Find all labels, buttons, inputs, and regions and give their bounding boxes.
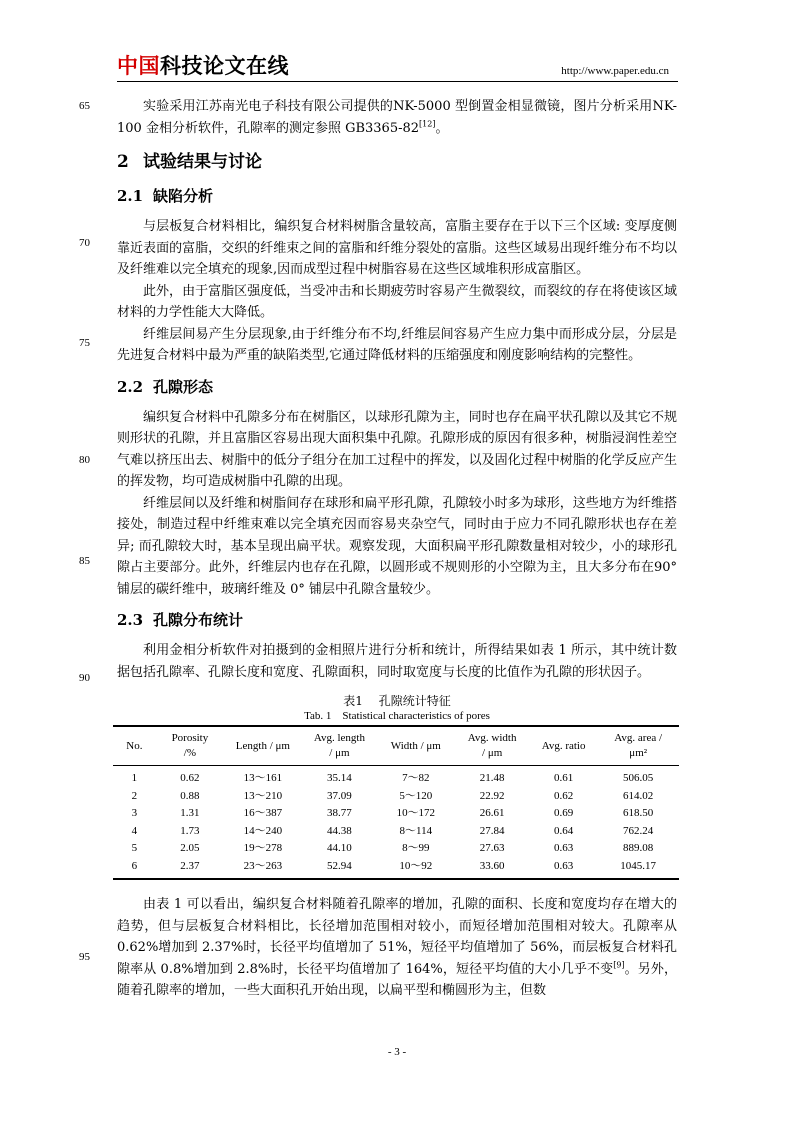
table-cell: 0.62 xyxy=(553,789,574,802)
table-cell: 26.61 xyxy=(479,807,505,819)
header-url[interactable]: http://www.paper.edu.cn xyxy=(561,65,669,77)
line-number: 65 xyxy=(79,100,90,112)
table-cell: 14～240 xyxy=(243,824,283,837)
table-cell: 5～120 xyxy=(399,789,433,802)
table-cell: 889.08 xyxy=(623,842,654,854)
table-cell: 2.37 xyxy=(156,858,224,880)
table-cell: 618.50 xyxy=(623,807,654,819)
paragraph: 纤维层间以及纤维和树脂间存在球形和扁平形孔隙，孔隙较小时多为球形，这些地方为纤维搭接处，制造过程中纤维束难以完全填充因而容易夹杂空气，同时由于应力不同孔隙形状也存在差异; 而孔隙较大时，基本呈现出扁平状。观察发现，大面积扁平形孔隙数量相对较少，小的球形孔隙占主要部分。此外，纤维层内也存在孔隙，以圆形或不规则形的小空隙为主，且大多分布在90° 铺层的碳纤维中，玻璃纤维及 0° 铺层中孔隙含量较少。 xyxy=(117,495,677,597)
table-cell: 10～92 xyxy=(377,858,454,880)
table-cell: 2.05 xyxy=(180,842,200,854)
paragraph: 由表 1 可以看出，编织复合材料随着孔隙率的增加，孔隙的面积、长度和宽度均存在增大的趋势，但与层板复合材料相比，长径增加范围相对较小，而短径增加范围相对较大。孔隙率从 0.62%增加到 2.37%时，长径平均值增加了 51%，短径平均值增加了 56%，而层板复合材料孔隙率从 0.8%增加到 2.8%时，长径平均值增加了 164%，短径平均值的大小几乎不变[9]。另外，随着孔隙率的增加，一些大面积孔开始出现，以扁平型和椭圆形为主，但数 xyxy=(117,897,677,998)
table-cell: 762.24 xyxy=(623,824,654,837)
col-header: Length / μm xyxy=(224,726,302,766)
table-cell: 506.05 xyxy=(623,772,654,784)
col-header: Porosity /% xyxy=(156,726,224,766)
table-row xyxy=(113,766,679,788)
brand-red-text: 中国 xyxy=(117,53,160,78)
col-header: Avg. width / μm xyxy=(454,726,529,766)
line-number: 80 xyxy=(79,454,90,466)
line-number: 90 xyxy=(79,672,90,684)
col-header: Avg. length / μm xyxy=(302,726,377,766)
header-rule xyxy=(117,81,678,82)
table-cell: 19～278 xyxy=(243,842,283,854)
col-header: No. xyxy=(113,726,156,766)
citation[interactable]: [12] xyxy=(419,119,436,129)
paragraph: 纤维层间易产生分层现象,由于纤维分布不均,纤维层间容易产生应力集中而形成分层，分层是先进复合材料中最为严重的缺陷类型,它通过降低材料的压缩强度和刚度影响结构的完整性。 xyxy=(117,326,677,363)
table-cell: 0.63 xyxy=(530,858,598,880)
col-header: Avg. area / μm² xyxy=(597,726,679,766)
table-cell: 5 xyxy=(131,842,138,854)
table-cell: 21.48 xyxy=(479,772,505,784)
table-cell: 33.60 xyxy=(454,858,529,880)
table-cell: 13～210 xyxy=(243,789,283,802)
citation[interactable]: [9] xyxy=(613,960,625,970)
table-cell: 8～114 xyxy=(399,824,433,837)
table-cell: 13～161 xyxy=(243,772,283,784)
table-cell: 0.88 xyxy=(180,789,200,802)
table-cell: 44.10 xyxy=(327,842,352,854)
subsection-heading: 2.3 孔隙分布统计 xyxy=(117,611,244,629)
table-row xyxy=(113,840,679,858)
line-number: 75 xyxy=(79,337,90,349)
table-cell: 35.14 xyxy=(327,772,352,784)
table-cell: 8～99 xyxy=(402,842,430,854)
table-row xyxy=(113,788,679,806)
table-cell: 37.09 xyxy=(327,789,352,802)
table-row xyxy=(113,805,679,823)
col-header: Avg. ratio xyxy=(530,726,598,766)
table-cell: 38.77 xyxy=(327,807,352,819)
subsection-heading: 2.1 缺陷分析 xyxy=(117,187,214,205)
pore-statistics-table xyxy=(113,725,679,880)
table-row xyxy=(113,858,679,880)
col-header: Width / μm xyxy=(377,726,454,766)
journal-brand xyxy=(117,52,289,80)
table-cell: 52.94 xyxy=(302,858,377,880)
line-number: 85 xyxy=(79,555,90,567)
table-cell: 16～387 xyxy=(243,807,283,819)
table-cell: 0.69 xyxy=(553,807,574,819)
table-cell: 1 xyxy=(131,772,138,784)
section-heading: 2 试验结果与讨论 xyxy=(117,152,262,172)
table-cell: 4 xyxy=(131,824,138,837)
table-cell: 1.31 xyxy=(180,807,200,819)
page-number: - 3 - xyxy=(387,1046,407,1058)
table-cell: 23～263 xyxy=(224,858,302,880)
page-header xyxy=(117,52,677,82)
table-cell: 6 xyxy=(113,858,156,880)
table-cell: 10～172 xyxy=(396,807,436,819)
table-cell: 1045.17 xyxy=(597,858,679,880)
paragraph: 此外，由于富脂区强度低，当受冲击和长期疲劳时容易产生微裂纹，而裂纹的存在将使该区域材料的力学性能大大降低。 xyxy=(117,283,677,320)
table-cell: 3 xyxy=(131,807,138,819)
brand-black-text: 科技论文在线 xyxy=(160,53,289,78)
table-cell: 44.38 xyxy=(327,824,352,837)
table-cell: 0.62 xyxy=(180,772,200,784)
table-row xyxy=(113,823,679,841)
table-cell: 1.73 xyxy=(180,824,200,837)
table-cell: 0.63 xyxy=(553,842,574,854)
paragraph: 编织复合材料中孔隙多分布在树脂区，以球形孔隙为主，同时也存在扁平状孔隙以及其它不规则形状的孔隙，并且富脂区容易出现大面积集中孔隙。孔隙形成的原因有很多种，树脂浸润性差空气难以挤压出去、树脂中的低分子组分在加工过程中的挥发，以及固化过程中树脂的化学反应产生的挥发物，均可造成树脂中孔隙的出现。 xyxy=(117,409,677,489)
table-cell: 0.64 xyxy=(553,824,574,837)
table-caption-en: Tab. 1 Statistical characteristics of pores xyxy=(304,710,490,722)
table-cell: 0.61 xyxy=(553,772,574,784)
table-cell: 22.92 xyxy=(479,789,505,802)
table-caption-cn: 表1 孔隙统计特征 xyxy=(343,694,451,708)
table-cell: 2 xyxy=(131,789,138,802)
table-cell: 27.84 xyxy=(479,824,505,837)
paragraph: 与层板复合材料相比，编织复合材料树脂含量较高，富脂主要存在于以下三个区域: 变厚度侧靠近表面的富脂，交织的纤维束之间的富脂和纤维分裂处的富脂。这些区域易出现纤维分布不均以及纤维难以完全填充的现象,因而成型过程中树脂容易在这些区域堆积形成富脂区。 xyxy=(117,219,677,277)
table-cell: 27.63 xyxy=(479,842,505,854)
table-header-row xyxy=(113,726,679,766)
line-number: 70 xyxy=(79,237,90,249)
intro-paragraph: 实验采用江苏南光电子科技有限公司提供的NK-5000 型倒置金相显微镜，图片分析采用NK-100 金相分析软件，孔隙率的测定参照 GB3365-82[12]。 xyxy=(117,99,677,136)
table-cell: 614.02 xyxy=(623,789,654,802)
main-content xyxy=(117,96,677,1002)
line-number: 95 xyxy=(79,951,90,963)
paragraph: 利用金相分析软件对拍摄到的金相照片进行分析和统计，所得结果如表 1 所示，其中统计数据包括孔隙率、孔隙长度和宽度、孔隙面积，同时取宽度与长度的比值作为孔隙的形状因子。 xyxy=(117,643,677,680)
subsection-heading: 2.2 孔隙形态 xyxy=(117,377,214,396)
table-cell: 7～82 xyxy=(402,772,430,784)
